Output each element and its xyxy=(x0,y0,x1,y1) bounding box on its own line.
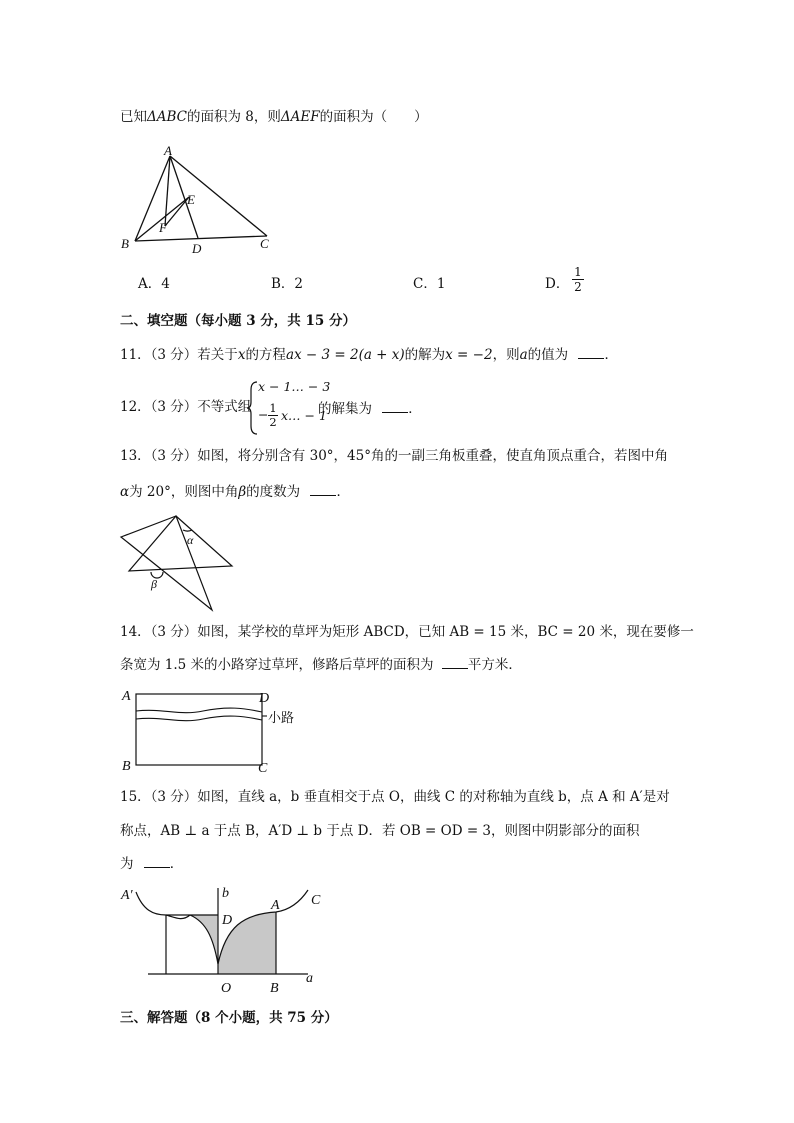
q14-line-2 xyxy=(120,654,522,675)
q10-text-a: 已知 xyxy=(120,109,147,125)
q10-triangle-aef: ΔAEF xyxy=(280,109,320,125)
q11-solution: x = −2 xyxy=(445,347,493,363)
q11-equation: ax − 3 = 2(a + x) xyxy=(285,347,405,363)
q15-text-a: 为 xyxy=(120,856,134,872)
road-edge-bottom xyxy=(136,716,262,721)
q15-line-1: 15．（3 分）如图，直线 a，b 垂直相交于点 O，曲线 C 的对称轴为直线 b，点 A 和 A′是对 xyxy=(120,789,670,805)
angle-alpha-arc xyxy=(183,530,192,531)
q13-text-a: 为 20°，则图中角 xyxy=(129,484,239,500)
q12-stem-b xyxy=(318,397,422,417)
q10-option-d-label: D． xyxy=(545,276,570,292)
q11-var-a: a xyxy=(519,347,528,363)
label-a: A xyxy=(271,898,280,913)
label-b: B xyxy=(121,236,129,251)
label-d: D xyxy=(192,241,202,256)
q12-inequality-2: x… − 1 xyxy=(281,408,327,423)
q15-answer-blank[interactable] xyxy=(144,853,170,868)
q11-text-d: ，则 xyxy=(492,347,520,363)
q10-text-c: 的面积为（ ） xyxy=(319,109,428,125)
triangle-30-60 xyxy=(121,516,212,610)
q14-text-b: 平方米． xyxy=(467,657,522,673)
q13-text-b: 的度数为 xyxy=(246,484,301,500)
triangle-45 xyxy=(129,516,232,571)
label-b: B xyxy=(122,759,131,774)
q11-answer-blank[interactable] xyxy=(578,344,604,359)
label-b-line: b xyxy=(222,886,229,901)
q11-text-b: 的方程 xyxy=(245,347,286,363)
q10-option-b[interactable]: B．2 xyxy=(271,276,304,292)
label-a: A xyxy=(122,689,131,704)
label-c: C xyxy=(258,761,268,776)
label-a-line: a xyxy=(306,971,313,986)
section-3-title: 三、解答题（8 个小题，共 75 分） xyxy=(120,1010,338,1026)
label-a: A xyxy=(164,143,172,158)
label-alpha: α xyxy=(187,533,194,547)
label-c: C xyxy=(260,236,269,251)
q11-text-e: 的值为 xyxy=(527,347,569,363)
q12-answer-blank[interactable] xyxy=(382,398,408,413)
label-road: 小路 xyxy=(268,710,295,725)
fraction-numerator: 1 xyxy=(572,265,584,280)
q10-option-d-fraction xyxy=(572,265,584,294)
q13-beta: β xyxy=(238,484,247,500)
q12-fraction xyxy=(268,402,278,429)
label-beta: β xyxy=(151,577,157,591)
label-d: D xyxy=(259,691,270,706)
q14-figure xyxy=(118,686,338,776)
q15-line-3 xyxy=(120,853,183,874)
label-e: E xyxy=(187,192,195,207)
label-d: D xyxy=(222,913,233,928)
q12-fraction-numerator: 1 xyxy=(269,401,277,415)
label-b-point: B xyxy=(270,981,279,996)
q14-line-1: 14．（3 分）如图，某学校的草坪为矩形 ABCD，已知 AB = 15 米，BC = 20 米，现在要修一 xyxy=(120,624,694,640)
q11-text-f: ． xyxy=(604,347,618,363)
q10-stem xyxy=(120,107,428,127)
q12-text-b: 的解集为 xyxy=(318,401,372,417)
q10-triangle-abc: ΔABC xyxy=(147,109,187,125)
segment-a1-d xyxy=(136,892,218,915)
q11-text-c: 的解为 xyxy=(404,347,446,363)
q12-neg-sign: − xyxy=(258,407,269,422)
road-edge-top xyxy=(136,708,262,713)
edge-ef xyxy=(165,197,189,226)
q12-fraction-denominator: 2 xyxy=(269,415,277,429)
q13-alpha: α xyxy=(120,484,130,500)
q15-figure xyxy=(118,882,328,996)
q11-var-x: x xyxy=(237,347,246,363)
fraction-denominator: 2 xyxy=(574,280,582,294)
q10-option-c[interactable]: C．1 xyxy=(413,276,446,292)
q13-line-1: 13．（3 分）如图，将分别含有 30°，45°角的一副三角板重叠，使直角顶点重合，若图中角 xyxy=(120,448,668,464)
q12-text-c: ． xyxy=(408,401,422,417)
q10-option-a[interactable]: A．4 xyxy=(138,276,170,292)
q14-answer-blank[interactable] xyxy=(442,654,468,669)
lawn-rectangle xyxy=(136,694,262,765)
label-o: O xyxy=(221,981,232,996)
q13-answer-blank[interactable] xyxy=(310,481,336,496)
q13-figure xyxy=(118,512,242,616)
label-c-curve: C xyxy=(311,893,321,908)
q15-line-2: 称点，AB ⊥ a 于点 B，A′D ⊥ b 于点 D．若 OB = OD = 3，则图中阴影部分的面积 xyxy=(120,823,640,839)
q12-inequality-1: x − 1… − 3 xyxy=(258,379,331,394)
q14-text-a: 条宽为 1.5 米的小路穿过草坪，修路后草坪的面积为 xyxy=(120,657,434,673)
q10-figure xyxy=(115,142,285,258)
q13-text-c: ． xyxy=(336,484,350,500)
q11-stem xyxy=(120,344,618,365)
q10-text-b: 的面积为 8，则 xyxy=(187,109,281,125)
label-f: F xyxy=(159,220,167,235)
q11-text-a: 11．（3 分）若关于 xyxy=(120,347,238,363)
q12-stem-a: 12．（3 分）不等式组 xyxy=(120,399,252,415)
edge-ac xyxy=(170,156,267,236)
q13-line-2 xyxy=(120,481,350,502)
section-2-title: 二、填空题（每小题 3 分，共 15 分） xyxy=(120,313,356,329)
shaded-region-left xyxy=(190,915,218,964)
q15-text-b: ． xyxy=(169,856,184,872)
q10-option-d[interactable] xyxy=(545,272,569,292)
label-a-prime: A′ xyxy=(121,888,133,903)
